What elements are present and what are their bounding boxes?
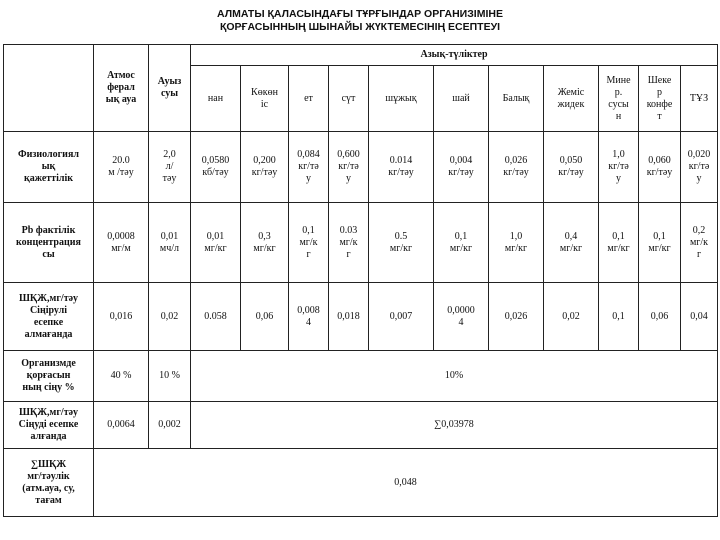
cell: 0,0064 [94, 402, 149, 449]
title-line-1: АЛМАТЫ ҚАЛАСЫНДАҒЫ ТҰРҒЫНДАР ОРГАНИЗІМІНЕ [217, 8, 503, 20]
col-header-fruit: Жеміс жидек [544, 66, 599, 132]
row-label-total-mpd: ∑ШҚЖ мг/тәулік (атм.ауа, су, тағам [4, 449, 94, 517]
row-label-mpd-without-absorption: ШҚЖ,мг/тәу Сіңірулі есепке алмағанда [4, 283, 94, 351]
cell: 0,06 [241, 283, 289, 351]
cell: 0,2 мг/к г [681, 203, 718, 283]
cell: 0,007 [369, 283, 434, 351]
cell: 0,06 [639, 283, 681, 351]
cell: 0,016 [94, 283, 149, 351]
col-header-meat: ет [289, 66, 329, 132]
corner-cell [4, 45, 94, 132]
cell: 0,1 [599, 283, 639, 351]
cell: 0,1 мг/кг [599, 203, 639, 283]
cell: 0,02 [544, 283, 599, 351]
row-label-physiological-need: Физиологиял ық қажеттілік [4, 132, 94, 203]
cell: 0,01 мч/л [149, 203, 191, 283]
col-header-sausage: шұжық [369, 66, 434, 132]
title-line-2: ҚОРҒАСЫННЫҢ ШЫНАЙЫ ЖҮКТЕМЕСІНІҢ ЕСЕПТЕУІ [219, 21, 501, 33]
col-header-salt: ТҰЗ [681, 66, 718, 132]
merged-cell: 10% [191, 351, 718, 402]
merged-cell: 0,048 [94, 449, 718, 517]
cell: 0,1 мг/к г [289, 203, 329, 283]
cell: 1,0 кг/тә у [599, 132, 639, 203]
cell: 0.014 кг/тәу [369, 132, 434, 203]
col-header-air: Атмос ферал ық ауа [94, 45, 149, 132]
cell: 0,002 [149, 402, 191, 449]
cell: 0,200 кг/тәу [241, 132, 289, 203]
lead-load-table [3, 44, 718, 517]
cell: 0,04 [681, 283, 718, 351]
cell: 0.058 [191, 283, 241, 351]
col-header-sweets: Шеке р конфе т [639, 66, 681, 132]
cell: 0,600 кг/тә у [329, 132, 369, 203]
cell: 0.5 мг/кг [369, 203, 434, 283]
cell: 0.03 мг/к г [329, 203, 369, 283]
cell: 40 % [94, 351, 149, 402]
cell: 0,060 кг/тәу [639, 132, 681, 203]
cell: 0,1 мг/кг [434, 203, 489, 283]
cell: 0,004 кг/тәу [434, 132, 489, 203]
cell: 0,008 4 [289, 283, 329, 351]
row-label-absorption-percent: Организмде қорғасын ның сіңу % [4, 351, 94, 402]
row-label-mpd-with-absorption: ШҚЖ,мг/тәу Сіңуді есепке алғанда [4, 402, 94, 449]
cell: 0,020 кг/тә у [681, 132, 718, 203]
cell: 0,084 кг/тә у [289, 132, 329, 203]
col-header-bread: нан [191, 66, 241, 132]
merged-cell: ∑0,03978 [191, 402, 718, 449]
document-title [0, 8, 720, 34]
cell: 0,1 мг/кг [639, 203, 681, 283]
col-header-tea: шай [434, 66, 489, 132]
col-header-fish: Балық [489, 66, 544, 132]
cell: 0,0580 кб/тәу [191, 132, 241, 203]
cell: 0,01 мг/кг [191, 203, 241, 283]
food-group-header: Азық-түліктер [191, 45, 718, 66]
cell: 0,4 мг/кг [544, 203, 599, 283]
cell: 10 % [149, 351, 191, 402]
cell: 0,3 мг/кг [241, 203, 289, 283]
cell: 0,050 кг/тәу [544, 132, 599, 203]
cell: 0,02 [149, 283, 191, 351]
col-header-mineral-water: Мине р. сусы н [599, 66, 639, 132]
col-header-water: Ауыз суы [149, 45, 191, 132]
cell: 2,0 л/ тәу [149, 132, 191, 203]
cell: 0,0000 4 [434, 283, 489, 351]
row-label-pb-concentration: Pb фактілік концентрация сы [4, 203, 94, 283]
cell: 0,018 [329, 283, 369, 351]
cell: 0,026 кг/тәу [489, 132, 544, 203]
cell: 0,0008 мг/м [94, 203, 149, 283]
cell: 1,0 мг/кг [489, 203, 544, 283]
col-header-milk: сүт [329, 66, 369, 132]
cell: 0,026 [489, 283, 544, 351]
cell: 20.0 м /тәу [94, 132, 149, 203]
col-header-vegetables: Көкөн іс [241, 66, 289, 132]
